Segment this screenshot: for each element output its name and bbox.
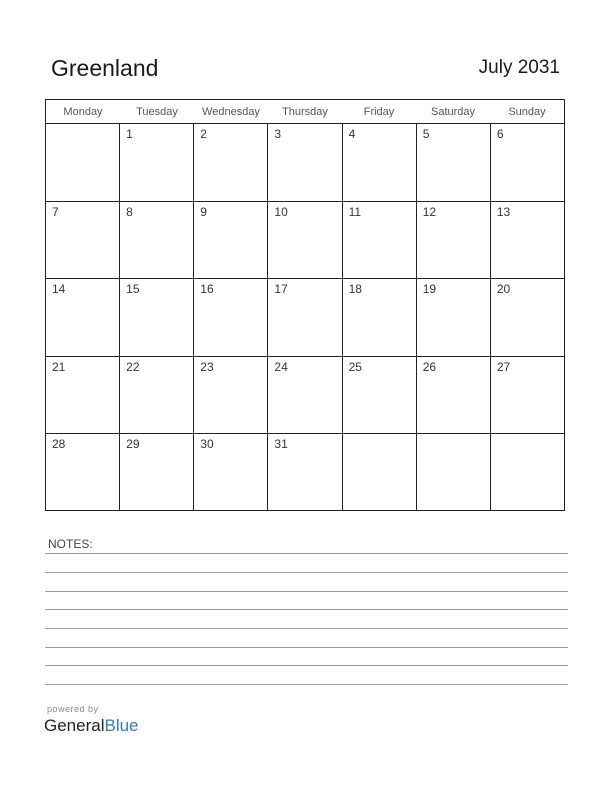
day-number: 24	[274, 359, 288, 374]
day-number: 12	[422, 204, 437, 219]
day-number: 18	[348, 282, 362, 297]
day-cell	[46, 357, 120, 434]
weekday-saturday: Saturday	[430, 106, 476, 118]
day-number: 2	[200, 127, 207, 141]
day-cell	[120, 279, 194, 356]
day-cell	[194, 357, 268, 434]
day-cell	[343, 279, 417, 356]
day-cell	[491, 279, 564, 356]
day-cell	[491, 357, 564, 434]
day-number: 5	[422, 127, 430, 141]
note-line	[45, 628, 568, 629]
day-number: 14	[52, 282, 66, 297]
day-number: 20	[496, 282, 511, 297]
day-cell	[268, 279, 342, 356]
week-row	[46, 357, 564, 435]
day-cell	[343, 124, 417, 201]
day-cell	[343, 202, 417, 279]
page-title: Greenland	[51, 55, 159, 81]
day-number: 31	[274, 437, 288, 452]
weekday-thursday: Thursday	[282, 106, 328, 118]
day-cell	[194, 202, 268, 279]
day-cell	[120, 202, 194, 279]
calendar-grid	[45, 99, 565, 511]
day-cell	[268, 202, 342, 279]
day-number: 23	[200, 359, 214, 374]
day-number: 17	[274, 282, 288, 297]
note-line	[45, 572, 568, 573]
day-number: 7	[52, 204, 59, 219]
note-line	[45, 553, 568, 554]
day-number: 10	[274, 204, 288, 219]
day-cell	[120, 124, 194, 201]
day-cell	[46, 434, 120, 511]
note-line	[45, 647, 568, 648]
weekday-tuesday: Tuesday	[136, 106, 178, 118]
day-cell	[491, 434, 564, 511]
weekday-sunday: Sunday	[508, 106, 546, 118]
day-number: 26	[422, 359, 437, 374]
day-number: 4	[348, 127, 356, 141]
weekday-wednesday: Wednesday	[202, 106, 260, 118]
day-number: 3	[274, 127, 282, 141]
day-number: 30	[200, 437, 214, 452]
day-number: 29	[126, 437, 140, 452]
weekday-monday: Monday	[63, 106, 103, 118]
note-line	[45, 665, 568, 666]
week-row	[46, 279, 564, 357]
day-cell	[120, 357, 194, 434]
day-cell	[268, 434, 342, 511]
day-cell	[491, 202, 564, 279]
month-label: July 2031	[478, 57, 560, 78]
day-cell	[417, 124, 491, 201]
day-number: 28	[52, 437, 66, 452]
day-cell	[46, 124, 120, 201]
day-number: 21	[52, 359, 66, 374]
weekday-header-row	[46, 100, 564, 124]
day-cell	[46, 202, 120, 279]
day-cell	[417, 357, 491, 434]
day-cell	[343, 357, 417, 434]
brand-logo	[44, 716, 139, 736]
brand-logo-blue: Blue	[104, 716, 139, 735]
note-line	[45, 684, 568, 685]
day-cell	[268, 124, 342, 201]
day-number: 16	[200, 282, 214, 297]
week-row	[46, 434, 564, 511]
notes-label: NOTES:	[48, 537, 93, 551]
day-number: 27	[496, 359, 511, 374]
day-number: 9	[200, 204, 207, 219]
weekday-friday: Friday	[363, 106, 395, 118]
day-cell	[417, 202, 491, 279]
day-number: 13	[496, 204, 511, 219]
day-cell	[46, 279, 120, 356]
day-cell	[194, 434, 268, 511]
brand-logo-general: General	[44, 716, 105, 735]
day-cell	[194, 279, 268, 356]
day-cell	[343, 434, 417, 511]
day-cell	[491, 124, 564, 201]
powered-by-text: powered by	[47, 704, 99, 714]
day-number: 8	[126, 204, 133, 219]
note-line	[45, 609, 568, 610]
day-number: 11	[348, 204, 362, 219]
weeks-container	[46, 124, 564, 511]
day-number: 22	[126, 359, 140, 374]
day-number: 25	[348, 359, 362, 374]
day-cell	[417, 279, 491, 356]
day-cell	[417, 434, 491, 511]
week-row	[46, 202, 564, 280]
day-number: 6	[496, 127, 504, 141]
day-cell	[120, 434, 194, 511]
day-number: 19	[422, 282, 437, 297]
week-row	[46, 124, 564, 202]
day-cell	[268, 357, 342, 434]
day-cell	[194, 124, 268, 201]
day-number: 1	[126, 127, 133, 141]
note-line	[45, 591, 568, 592]
day-number: 15	[126, 282, 140, 297]
